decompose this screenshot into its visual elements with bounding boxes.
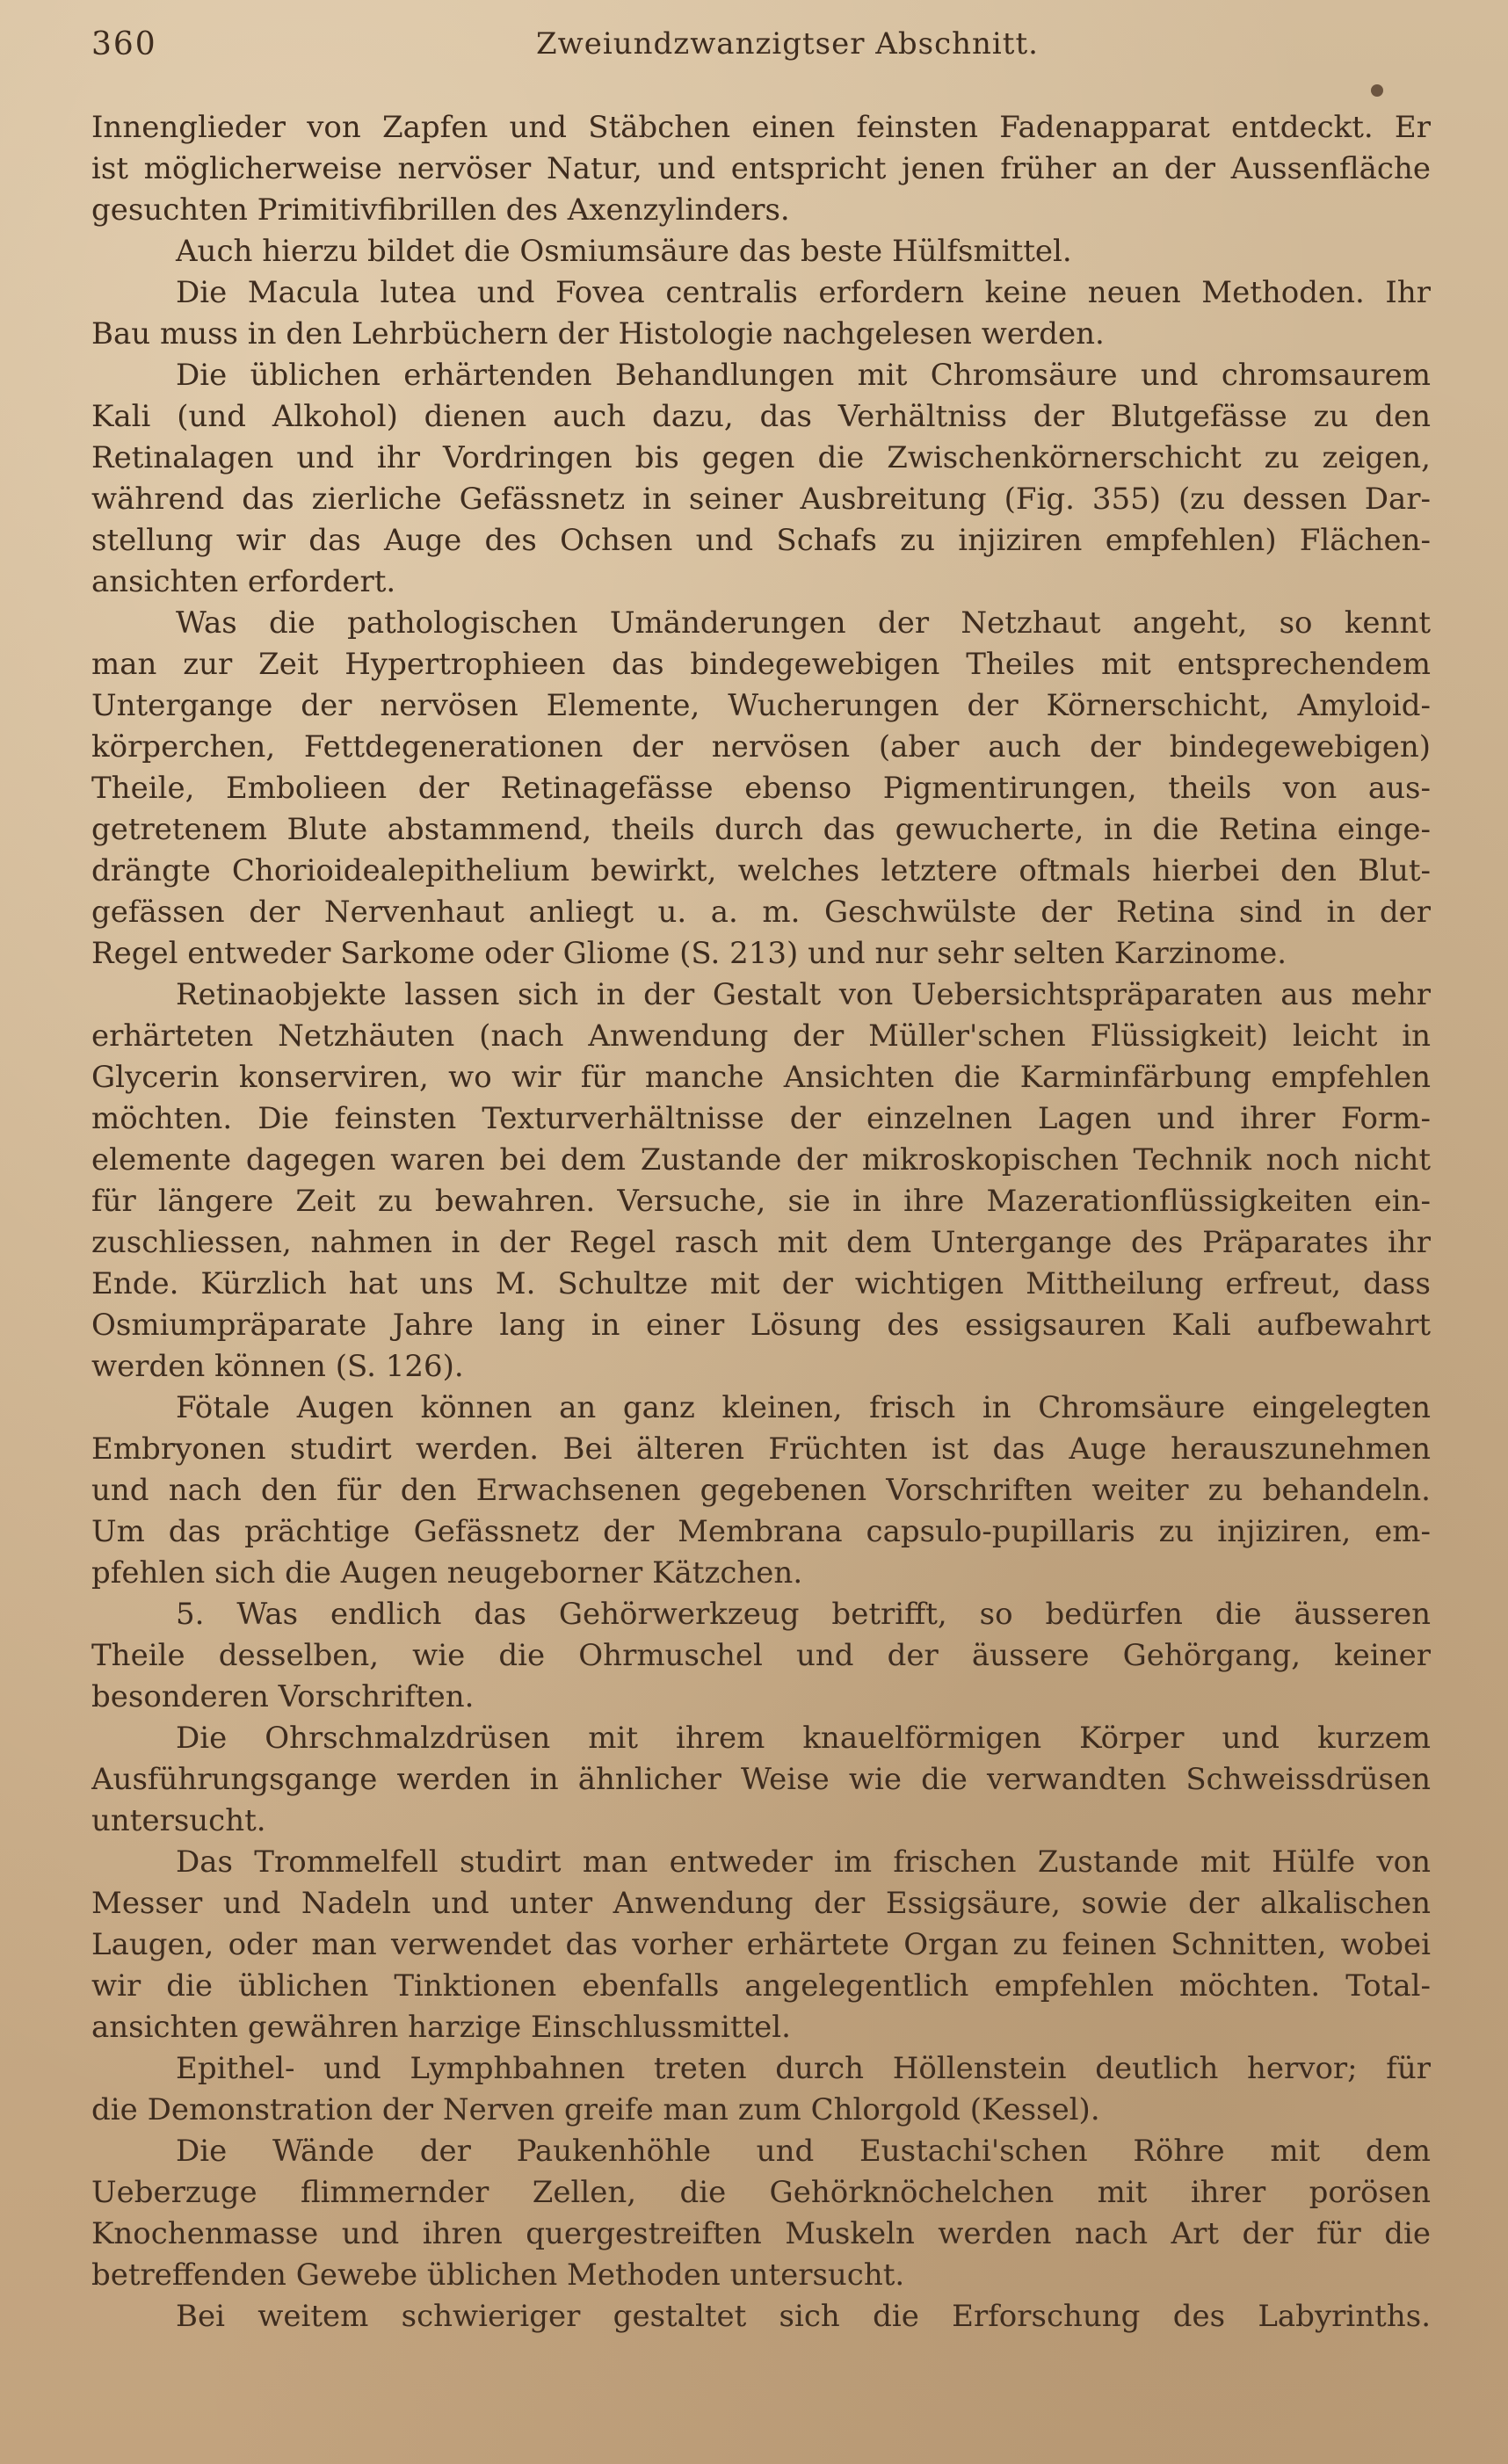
text-line: Embryonen studirt werden. Bei älteren Früchten ist das Auge herauszunehmen	[91, 1431, 1431, 1467]
text-line: gefässen der Nervenhaut anliegt u. a. m. Geschwülste der Retina sind in der	[91, 895, 1431, 930]
text-line: pfehlen sich die Augen neugeborner Kätzchen.	[91, 1555, 803, 1591]
text-line: betreffenden Gewebe üblichen Methoden untersucht.	[91, 2257, 905, 2293]
text-line: werden können (S. 126).	[91, 1349, 464, 1384]
text-line: Theile, Embolieen der Retinagefässe ebenso Pigmentirungen, theils von aus-	[91, 771, 1431, 806]
text-line: drängte Chorioidealepithelium bewirkt, welches letztere oftmals hierbei den Blut-	[91, 853, 1431, 888]
text-line: wir die üblichen Tinktionen ebenfalls angelegentlich empfehlen möchten. Total-	[91, 1968, 1431, 2004]
text-line: Ausführungsgange werden in ähnlicher Weise wie die verwandten Schweissdrüsen	[91, 1762, 1431, 1797]
text-line: Fötale Augen können an ganz kleinen, frisch in Chromsäure eingelegten	[176, 1390, 1431, 1425]
text-line: Bei weitem schwieriger gestaltet sich die Erforschung des Labyrinths.	[176, 2299, 1431, 2334]
text-line: Theile desselben, wie die Ohrmuschel und der äussere Gehörgang, keiner	[91, 1638, 1431, 1673]
text-line: Knochenmasse und ihren quergestreiften Muskeln werden nach Art der für die	[91, 2216, 1431, 2251]
text-line: Innenglieder von Zapfen und Stäbchen einen feinsten Fadenapparat entdeckt. Er	[91, 110, 1431, 145]
text-line: man zur Zeit Hypertrophieen das bindegewebigen Theiles mit entsprechendem	[91, 647, 1431, 682]
text-line: Epithel- und Lymphbahnen treten durch Höllenstein deutlich hervor; für	[176, 2051, 1431, 2086]
text-line: Auch hierzu bildet die Osmiumsäure das beste Hülfsmittel.	[176, 234, 1072, 269]
page-number: 360	[91, 26, 157, 62]
text-line: stellung wir das Auge des Ochsen und Schafs zu injiziren empfehlen) Flächen-	[91, 523, 1431, 558]
text-line: Die Ohrschmalzdrüsen mit ihrem knauelförmigen Körper und kurzem	[176, 1721, 1431, 1756]
text-line: Das Trommelfell studirt man entweder im frischen Zustande mit Hülfe von	[176, 1844, 1431, 1880]
text-line: Um das prächtige Gefässnetz der Membrana capsulo-pupillaris zu injiziren, em-	[91, 1514, 1431, 1549]
text-line: Retinaobjekte lassen sich in der Gestalt von Uebersichtspräparaten aus mehr	[176, 977, 1431, 1012]
text-line: zuschliessen, nahmen in der Regel rasch mit dem Untergange des Präparates ihr	[91, 1225, 1431, 1260]
running-title: Zweiundzwanzigtser Abschnitt.	[536, 26, 1039, 62]
text-line: 5. Was endlich das Gehörwerkzeug betrifft, so bedürfen die äusseren	[176, 1597, 1431, 1632]
text-line: Laugen, oder man verwendet das vorher erhärtete Organ zu feinen Schnitten, wobei	[91, 1927, 1431, 1962]
text-line: Kali (und Alkohol) dienen auch dazu, das Verhältniss der Blutgefässe zu den	[91, 399, 1431, 434]
text-line: Ende. Kürzlich hat uns M. Schultze mit der wichtigen Mittheilung erfreut, dass	[91, 1266, 1431, 1301]
text-line: Glycerin konserviren, wo wir für manche Ansichten die Karminfärbung empfehlen	[91, 1060, 1431, 1095]
text-line: Die Macula lutea und Fovea centralis erfordern keine neuen Methoden. Ihr	[176, 275, 1431, 310]
text-line: während das zierliche Gefässnetz in seiner Ausbreitung (Fig. 355) (zu dessen Dar-	[91, 482, 1431, 517]
text-line: Bau muss in den Lehrbüchern der Histologie nachgelesen werden.	[91, 316, 1105, 351]
text-line: Retinalagen und ihr Vordringen bis gegen die Zwischenkörnerschicht zu zeigen,	[91, 440, 1431, 475]
text-line: ansichten erfordert.	[91, 564, 396, 599]
text-line: Ueberzuge flimmernder Zellen, die Gehörknöchelchen mit ihrer porösen	[91, 2175, 1431, 2210]
text-line: Regel entweder Sarkome oder Gliome (S. 213) und nur sehr selten Karzinome.	[91, 936, 1287, 971]
text-line: Was die pathologischen Umänderungen der Netzhaut angeht, so kennt	[176, 605, 1431, 641]
text-line: getretenem Blute abstammend, theils durch das gewucherte, in die Retina einge-	[91, 812, 1431, 847]
text-line: die Demonstration der Nerven greife man zum Chlorgold (Kessel).	[91, 2092, 1100, 2127]
text-line: möchten. Die feinsten Texturverhältnisse der einzelnen Lagen und ihrer Form-	[91, 1101, 1431, 1136]
text-line: ansichten gewähren harzige Einschlussmittel.	[91, 2010, 791, 2045]
text-line: für längere Zeit zu bewahren. Versuche, sie in ihre Mazerationflüssigkeiten ein-	[91, 1184, 1431, 1219]
text-line: ist möglicherweise nervöser Natur, und entspricht jenen früher an der Aussenfläche	[91, 151, 1431, 186]
text-line: untersucht.	[91, 1803, 266, 1838]
text-line: Die Wände der Paukenhöhle und Eustachi'schen Röhre mit dem	[176, 2134, 1431, 2169]
ink-spot	[1371, 84, 1383, 97]
text-line: Messer und Nadeln und unter Anwendung der Essigsäure, sowie der alkalischen	[91, 1886, 1431, 1921]
text-line: besonderen Vorschriften.	[91, 1679, 475, 1714]
text-line: erhärteten Netzhäuten (nach Anwendung der Müller'schen Flüssigkeit) leicht in	[91, 1018, 1431, 1054]
body-text	[91, 107, 1431, 2337]
text-line: gesuchten Primitivfibrillen des Axenzylinders.	[91, 192, 790, 228]
text-line: Die üblichen erhärtenden Behandlungen mit Chromsäure und chromsaurem	[176, 358, 1431, 393]
text-line: körperchen, Fettdegenerationen der nervösen (aber auch der bindegewebigen)	[91, 729, 1431, 765]
text-line: Untergange der nervösen Elemente, Wucherungen der Körnerschicht, Amyloid-	[91, 688, 1431, 723]
text-line: Osmiumpräparate Jahre lang in einer Lösung des essigsauren Kali aufbewahrt	[91, 1308, 1431, 1343]
text-line: elemente dagegen waren bei dem Zustande der mikroskopischen Technik noch nicht	[91, 1142, 1431, 1178]
running-head	[91, 26, 1427, 76]
text-line: und nach den für den Erwachsenen gegebenen Vorschriften weiter zu behandeln.	[91, 1473, 1431, 1508]
